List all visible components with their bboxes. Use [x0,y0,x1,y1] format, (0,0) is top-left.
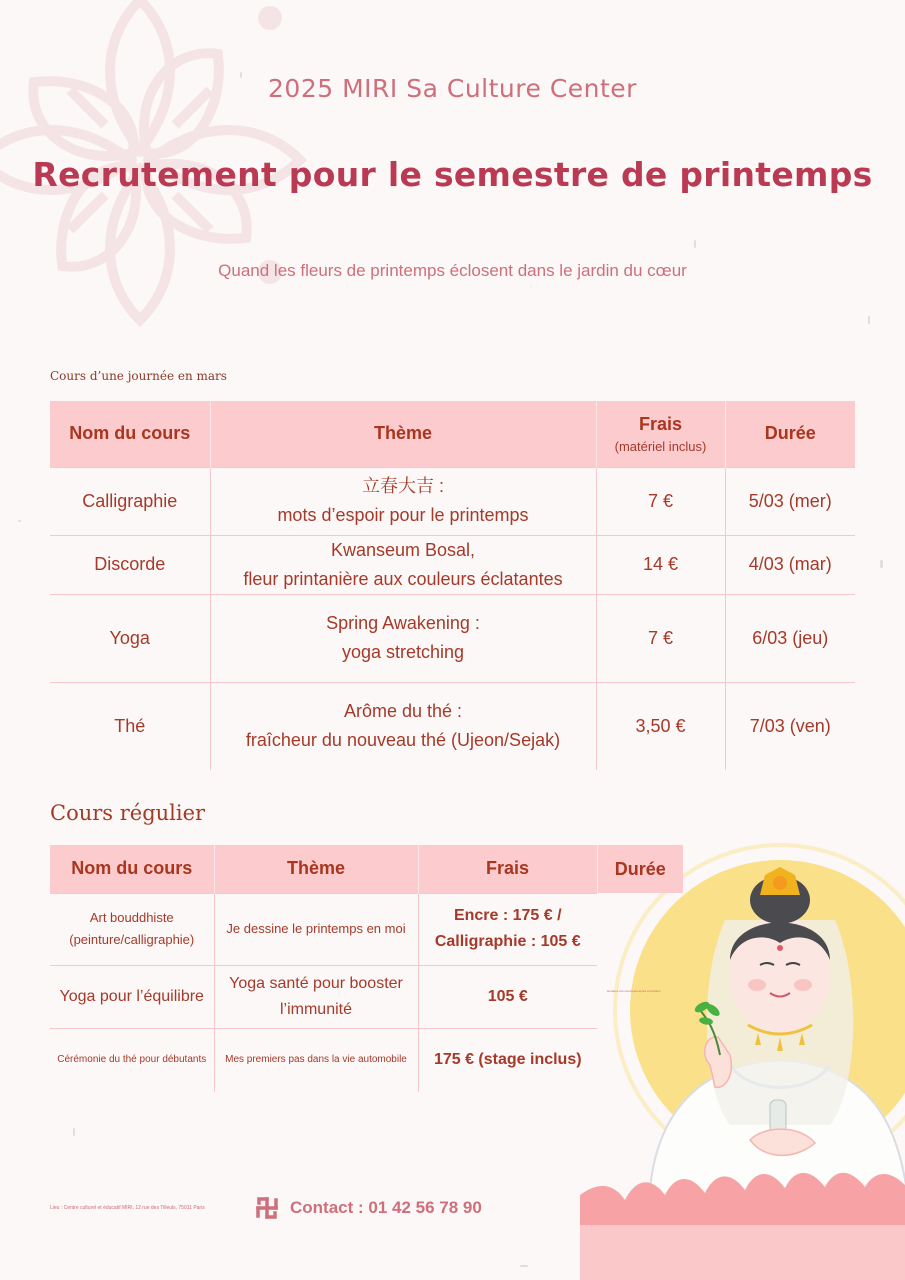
theme-line: fraîcheur du nouveau thé (Ujeon/Sejak) [245,730,561,751]
theme-line: mots d’espoir pour le printemps [277,505,529,525]
regular-courses-table [50,845,683,1092]
contact-phone: Contact : 01 42 56 78 90 [290,1198,482,1217]
course-date: 6/03 (jeu) [725,594,855,682]
one-day-courses-table [50,401,855,770]
column-header-theme: Thème [214,845,418,893]
course-name [50,893,214,965]
course-theme [210,594,596,682]
course-name: Yoga pour l’équilibre [50,965,214,1028]
course-fee [418,893,597,965]
course-fee: 7 € [596,467,725,535]
table-row [50,594,855,682]
course-date: 5/03 (mer) [725,467,855,535]
name-line: Art bouddhiste [89,910,174,925]
venue-address: Lieu : Centre culturel et éducatif MIRI, 12 rue des Tilleuls, 75011 Paris [50,1205,205,1211]
course-date: 7/03 (ven) [725,682,855,770]
contact-info [256,1197,482,1219]
table-header-row [50,401,855,467]
course-fee: 3,50 € [596,682,725,770]
column-header-fee: Frais [418,845,597,893]
one-day-section-label: Cours d’une journée en mars [50,369,227,383]
column-header-name: Nom du cours [50,845,214,893]
course-date: 4/03 (mar) [725,535,855,594]
course-fee: 105 € [418,965,597,1028]
fee-line: Calligraphie : 105 € [434,933,581,950]
course-fee: 7 € [596,594,725,682]
regular-section-label: Cours régulier [50,801,206,825]
table-row [50,535,855,594]
organization-name: 2025 MIRI Sa Culture Center [268,74,637,103]
theme-line: Spring Awakening : [326,613,480,633]
course-name: Cérémonie du thé pour débutants [50,1028,214,1092]
page-title: Recrutement pour le semestre de printemps [32,155,873,194]
course-name: Calligraphie [50,467,210,535]
theme-line: yoga stretching [341,642,465,662]
column-header-name: Nom du cours [50,401,210,467]
tagline: Quand les fleurs de printemps éclosent dans le jardin du cœur [218,261,687,280]
course-date [597,965,683,1028]
course-theme [214,965,418,1028]
table-row [50,965,683,1028]
fee-label: Frais [638,413,683,434]
course-theme: Je dessine le printemps en moi [214,893,418,965]
course-theme [210,467,596,535]
table-row [50,893,683,965]
manji-icon [256,1197,278,1219]
column-header-theme: Thème [210,401,596,467]
column-header-date: Durée [725,401,855,467]
name-line: (peinture/calligraphie) [69,932,195,947]
column-header-fee [596,401,725,467]
course-theme: Mes premiers pas dans la vie automobile [214,1028,418,1092]
course-name: Yoga [50,594,210,682]
table-header-row [50,845,683,893]
theme-line: Yoga santé pour booster [229,974,403,992]
course-fee: 14 € [596,535,725,594]
course-date [597,1028,683,1092]
theme-line: Kwanseum Bosal, [330,539,476,560]
column-header-date: Durée [597,845,683,893]
course-name: Discorde [50,535,210,594]
theme-line: l’immunité [279,1000,352,1018]
theme-line: fleur printanière aux couleurs éclatantes [243,568,563,589]
course-date [597,893,683,965]
table-row [50,1028,683,1092]
course-theme [210,682,596,770]
table-row [50,682,855,770]
course-name: Thé [50,682,210,770]
theme-line: Arôme du thé : [343,701,463,722]
course-fee: 175 € (stage inclus) [418,1028,597,1092]
table-row [50,467,855,535]
course-theme [210,535,596,594]
fee-line: Encre : 175 € / [453,907,562,924]
fee-note: (matériel inclus) [614,438,707,454]
schedule-note: Horaires communiqués après inscription [607,989,661,993]
theme-line: 立春大吉 : [361,476,444,496]
